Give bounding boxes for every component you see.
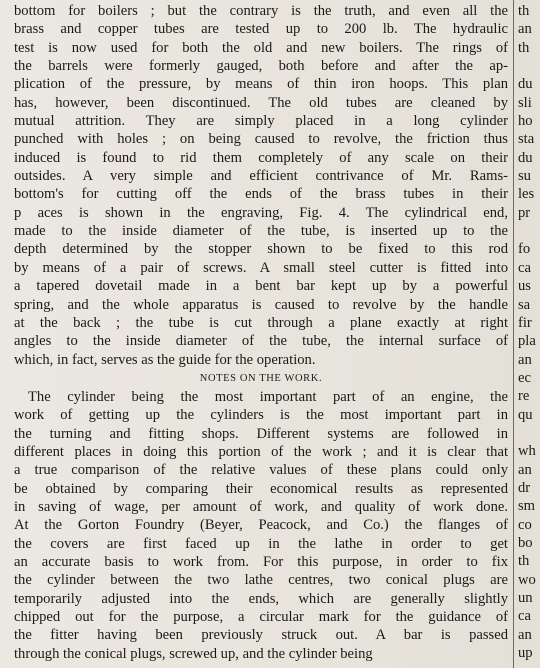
side-fragment: co	[518, 516, 532, 533]
paragraph-notes-on-work	[14, 388, 508, 663]
side-fragment: up	[518, 645, 533, 662]
side-fragment: th	[518, 3, 530, 19]
text-line: made to the inside diameter of the tube, is inserted up to the	[14, 223, 508, 240]
text-line: depth determined by the stopper shown to be fixed to this rod	[14, 241, 508, 258]
section-heading: NOTES ON THE WORK.	[199, 372, 323, 384]
text-line: the fitter having been previously struck out. A bar is passed	[14, 627, 508, 644]
text-line: which, in fact, serves as the guide for the operation.	[14, 351, 316, 368]
side-fragment: sm	[518, 498, 536, 515]
side-fragment: an	[518, 626, 532, 643]
side-fragment: un	[518, 590, 533, 606]
side-fragment: pla	[518, 333, 536, 350]
side-fragment: sta	[518, 131, 535, 148]
side-fragment: bo	[518, 534, 533, 551]
text-line: p aces is shown in the engraving, Fig. 4. The cylindrical end,	[14, 204, 508, 221]
text-line: at the back ; the tube is cut through a plane exactly at right	[14, 314, 508, 331]
text-line: through the conical plugs, screwed up, and the cylinder being	[14, 645, 373, 662]
side-fragment: th	[518, 39, 530, 56]
side-fragment: ec	[518, 369, 531, 386]
paragraph-boiler-testing	[14, 2, 508, 369]
side-fragment	[518, 57, 540, 75]
side-fragment: wo	[518, 571, 536, 588]
text-line: the covers are first faced up in the lathe in order to get	[14, 535, 508, 552]
text-line: mutual attrition. They are simply placed in a long cylinder	[14, 113, 508, 130]
side-fragment: an	[518, 351, 532, 368]
side-fragment: wh	[518, 443, 536, 460]
side-fragment: sli	[518, 94, 532, 111]
text-line: an accurate basis to work from. For this purpose, in order to fix	[14, 553, 508, 570]
text-line: The cylinder being the most important part of an engine, the	[28, 388, 508, 405]
side-fragment: th	[518, 553, 530, 570]
side-fragment: pr	[518, 204, 531, 221]
side-fragment: fir	[518, 314, 532, 331]
text-line: bottom's for cutting off the ends of the brass tubes in their	[14, 186, 508, 203]
text-line: test is now used for both the old and new boilers. The rings of	[14, 39, 508, 56]
text-line: a tapered dovetail made in a bent bar kept up by a powerful	[14, 278, 508, 295]
text-line: punched with holes ; on being caused to revolve, the friction thus	[14, 131, 508, 148]
side-fragment: ho	[518, 113, 533, 130]
side-fragment: les	[518, 186, 535, 203]
side-fragment: ca	[518, 608, 531, 625]
text-line: spring, and the whole apparatus is caused to revolve by the handle	[14, 296, 508, 313]
text-line: plication of the pressure, by means of thin iron hoops. This plan	[14, 76, 508, 93]
adjacent-column-fragment	[518, 2, 540, 662]
text-line: bottom for boilers ; but the contrary is the truth, and even all the	[14, 3, 508, 19]
text-line: the barrels were formerly gauged, both before and after the ap-	[14, 58, 508, 75]
side-fragment: qu	[518, 406, 533, 423]
text-line: temporarily adjusted into the ends, which are generally slightly	[14, 590, 508, 607]
side-fragment: su	[518, 168, 531, 185]
text-line: be obtained by comparing their economical results as represented	[14, 480, 508, 497]
column-divider	[513, 0, 514, 668]
side-fragment: us	[518, 278, 531, 295]
text-line: chipped out for the purpose, a circular mark for the guidance of	[14, 609, 508, 625]
side-fragment: fo	[518, 241, 531, 258]
text-line: At the Gorton Foundry (Beyer, Peacock, and Co.) the flanges of	[14, 517, 508, 534]
text-line: brass and copper tubes are tested up to 200 lb. The hydraulic	[14, 21, 508, 38]
text-line: the cylinder between the two lathe centres, two conical plugs are	[14, 572, 508, 589]
text-line: the turning and fitting shops. Different systems are followed in	[14, 425, 508, 442]
text-line: has, however, been discontinued. The old tubes are cleaned by	[14, 94, 508, 111]
text-line: a true comparison of the relative values of these plans could only	[14, 462, 508, 479]
side-fragment: dr	[518, 479, 531, 496]
text-line: different places in doing this portion of the work ; and it is clear that	[14, 443, 508, 460]
text-line: outsides. A very simple and efficient contrivance of Mr. Rams-	[14, 168, 508, 185]
text-line: induced is found to rid them completely of any scale on their	[14, 149, 508, 166]
side-fragment: du	[518, 76, 533, 93]
side-fragment: du	[518, 149, 533, 166]
text-line: by means of a pair of screws. A small steel cutter is fitted into	[14, 259, 508, 276]
side-fragment: sa	[518, 296, 531, 313]
side-fragment: re	[518, 388, 530, 405]
side-fragment	[518, 424, 540, 442]
text-line: work of getting up the cylinders is the most important part in	[14, 407, 508, 424]
text-line: in saving of wage, per amount of work, and quality of work done.	[14, 498, 508, 515]
main-text-column	[14, 2, 508, 663]
side-fragment: an	[518, 21, 532, 38]
side-fragment: an	[518, 461, 532, 478]
side-fragment	[518, 222, 540, 240]
text-line: angles to the inside diameter of the tube, the internal surface of	[14, 333, 508, 350]
side-fragment: ca	[518, 259, 531, 276]
